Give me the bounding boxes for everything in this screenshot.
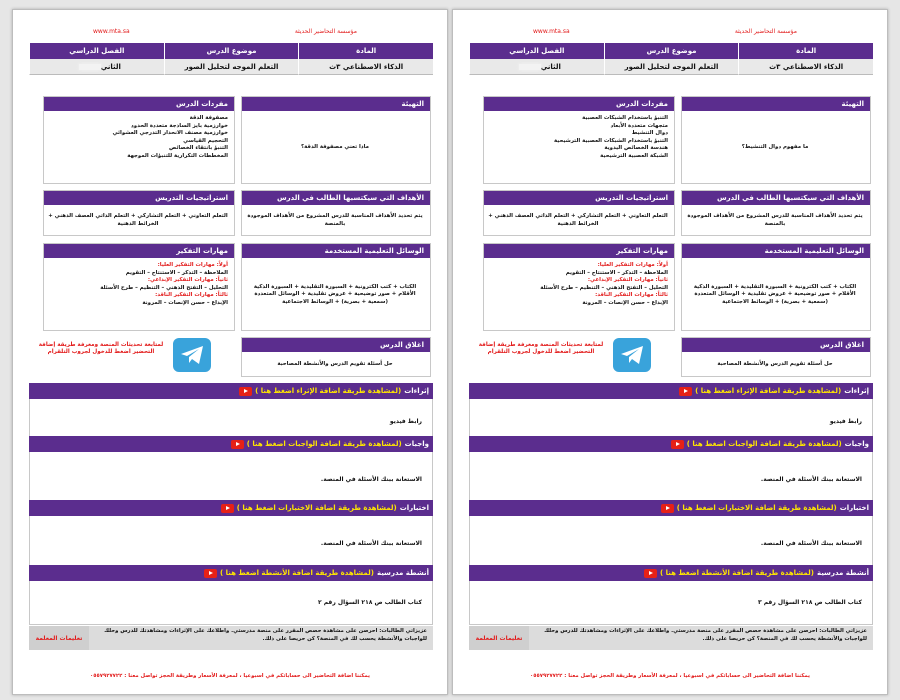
value-topic: التعلم الموجه لتحليل الصور: [164, 59, 299, 75]
skills-title: مهارات التفكير: [44, 244, 234, 258]
value-term: الثاني: [469, 59, 604, 75]
skills-text-1: الملاحظة – التذكر – الاستنتاج – التقويم: [565, 269, 668, 276]
youtube-icon[interactable]: [644, 569, 657, 578]
telegram-promo[interactable]: [31, 336, 231, 378]
teacher-notes: [469, 626, 873, 650]
skills-box: [483, 243, 675, 331]
intro-box: [681, 96, 871, 184]
goals-text: يتم تحديد الأهداف المناسبة للدرس المشروع من الأهداف الموجودة بالمنصة: [247, 213, 423, 227]
vocab-box: [43, 96, 235, 184]
telegram-icon[interactable]: [613, 338, 651, 372]
vocab-item: مصفوفة الدقة: [189, 115, 228, 121]
skills-heading-2: ثانياً: مهارات التفكير الإبداعي:: [147, 277, 228, 284]
vocab-item: التنبؤ باستخدام الشبكات العصبية الترشيحية: [553, 137, 668, 144]
activities-title: أنشطة مدرسية: [376, 569, 429, 577]
org-name: مؤسسة التحاضير الحديثة: [294, 28, 357, 35]
intro-text: ما مفهوم دوال التنشيط؟: [741, 144, 809, 151]
skills-text-1: الملاحظة – التذكر – الاستنتاج – التقويم: [125, 269, 228, 276]
strategies-title: استراتيجيات التدريس: [484, 191, 674, 205]
header-values: [29, 59, 433, 75]
tests-body: الاستعانة ببنك الأسئلة في المنصة.: [29, 516, 433, 572]
activities-section: [469, 565, 873, 625]
goals-box: [241, 190, 431, 236]
homework-body: الاستعانة ببنك الأسئلة في المنصة.: [29, 452, 433, 508]
homework-header[interactable]: [469, 436, 873, 452]
youtube-icon[interactable]: [231, 440, 244, 449]
goals-title: الأهداف التي سيكتسبها الطالب في الدرس: [242, 191, 430, 205]
skills-text-2: التحليل – التفتح الذهني – التنظيم – طرح الأسئلة: [100, 284, 228, 291]
vocab-list: [484, 111, 674, 163]
strategies-box: [43, 190, 235, 236]
homework-link[interactable]: (لمشاهدة طريقة اضافة الواجبات اضغط هنا ): [686, 440, 842, 448]
footer-text: يمكننا اضافة التحاضير الى حساباتكم في اسبوعيا ، لمعرفة الأسعار وطريقة الحجز تواصل معنا : ٠٥٥٧٩٢٧٧٢٢: [90, 673, 370, 679]
activities-section: [29, 565, 433, 625]
closing-box: [681, 337, 871, 377]
label-subject: المادة: [738, 43, 873, 59]
activities-title: أنشطة مدرسية: [816, 569, 869, 577]
activities-link[interactable]: (لمشاهدة طريقة اضافة الأنشطة اضغط هنا ): [219, 569, 374, 577]
strategies-title: استراتيجيات التدريس: [44, 191, 234, 205]
label-term: الفصل الدراسي: [469, 43, 604, 59]
strategies-text: التعلم التعاوني + التعلم التشاركي + التعلم الذاتي العصف الذهني + الخرائط الذهنية: [488, 213, 668, 227]
strategies-box: [483, 190, 675, 236]
enrich-body: رابط فيديو: [29, 399, 433, 445]
footer-text: يمكننا اضافة التحاضير الى حساباتكم في اسبوعيا ، لمعرفة الأسعار وطريقة الحجز تواصل معنا : ٠٥٥٧٩٢٧٧٢٢: [530, 673, 810, 679]
goals-title: الأهداف التي سيكتسبها الطالب في الدرس: [682, 191, 870, 205]
goals-text: يتم تحديد الأهداف المناسبة للدرس المشروع من الأهداف الموجودة بالمنصة: [687, 213, 863, 227]
enrich-header[interactable]: [29, 383, 433, 399]
vocab-item: دوال التنشيط: [631, 130, 668, 137]
value-subject: الذكاء الاصطناعي ٣ث: [738, 59, 873, 75]
site-url[interactable]: www.mta.sa: [533, 28, 570, 35]
vocab-item: المخططات التكرارية للتنبؤات الموجهة: [127, 152, 228, 159]
tests-title: اختبارات: [839, 504, 869, 512]
intro-title: التهيئة: [682, 97, 870, 111]
label-topic: موضوع الدرس: [164, 43, 299, 59]
skills-box: [43, 243, 235, 331]
notes-text: عزيزاتي الطالبات: احرصن على مشاهدة حصص المقرر على منصة مدرستي. واطلاعك على الإثراءات ومشاهدتك للدرس وحلك للواجبات والأنشطة يحسب لك في المنصة؟ كن حريصا على ذلك.: [89, 626, 433, 650]
skills-heading-3: ثالثاً: مهارات التفكير الناقد:: [155, 292, 228, 299]
vocab-item: التنبؤ باستخدام الشبكات العصبية: [582, 115, 668, 121]
activities-header[interactable]: [469, 565, 873, 581]
header-labels: [469, 43, 873, 59]
closing-text: حل أسئلة تقويم الدرس والأنشطة المصاحبة: [277, 361, 393, 368]
telegram-text: لمتابعة تحديثات المنصة ومعرفة طريقة إضافة التحضير اضغط للدخول لجروب التلقرام: [478, 342, 604, 356]
skills-heading-2: ثانياً: مهارات التفكير الإبداعي:: [587, 277, 668, 284]
vocab-item: خوارزمية بايز الساذجة متعددة الحدود: [131, 122, 228, 129]
enrich-link[interactable]: (لمشاهدة طريقة اضافة الإثراء اضغط هنا ): [255, 387, 402, 395]
goals-box: [681, 190, 871, 236]
youtube-icon[interactable]: [239, 387, 252, 396]
lesson-page-left: [12, 9, 448, 695]
skills-heading-1: أولاً: مهارات التفكير العليا:: [597, 262, 668, 268]
tests-body: الاستعانة ببنك الأسئلة في المنصة.: [469, 516, 873, 572]
header-values: [469, 59, 873, 75]
lesson-page-right: [452, 9, 888, 695]
tests-header[interactable]: [469, 500, 873, 516]
site-url[interactable]: www.mta.sa: [93, 28, 130, 35]
homework-header[interactable]: [29, 436, 433, 452]
value-topic: التعلم الموجه لتحليل الصور: [604, 59, 739, 75]
strategies-text: التعلم التعاوني + التعلم التشاركي + التعلم الذاتي العصف الذهني + الخرائط الذهنية: [48, 213, 228, 227]
closing-title: اغلاق الدرس: [242, 338, 430, 352]
teacher-notes: [29, 626, 433, 650]
skills-title: مهارات التفكير: [484, 244, 674, 258]
notes-label: تعليمات المعلمة: [469, 626, 529, 650]
activities-header[interactable]: [29, 565, 433, 581]
closing-box: [241, 337, 431, 377]
label-topic: موضوع الدرس: [604, 43, 739, 59]
vocab-box: [483, 96, 675, 184]
youtube-icon[interactable]: [661, 504, 674, 513]
youtube-icon[interactable]: [204, 569, 217, 578]
intro-box: [241, 96, 431, 184]
homework-body: الاستعانة ببنك الأسئلة في المنصة.: [469, 452, 873, 508]
enrich-title: إثراءات: [404, 387, 429, 395]
enrich-link[interactable]: (لمشاهدة طريقة اضافة الإثراء اضغط هنا ): [695, 387, 842, 395]
value-subject: الذكاء الاصطناعي ٣ث: [298, 59, 433, 75]
vocab-item: الشبكة العصبية الترشيحية: [600, 152, 668, 159]
telegram-text: لمتابعة تحديثات المنصة ومعرفة طريقة إضافة التحضير اضغط للدخول لجروب التلقرام: [38, 342, 164, 356]
tests-header[interactable]: [29, 500, 433, 516]
activities-link[interactable]: (لمشاهدة طريقة اضافة الأنشطة اضغط هنا ): [659, 569, 814, 577]
value-term: الثاني: [29, 59, 164, 75]
skills-list: [484, 258, 674, 310]
homework-section: [469, 436, 873, 508]
vocab-item: التنبؤ بانتقاء الخصائص: [168, 145, 228, 152]
tests-section: [29, 500, 433, 572]
vocab-item: التحجيم القياسي: [183, 137, 228, 144]
notes-label: تعليمات المعلمة: [29, 626, 89, 650]
tools-text: الكتاب + كتب الكترونية + السبورة التقليدية + السبورة الذكية الأقلام + صور توضيحية + عروض تقليدية + الوسائل المتعددة (سمعية + بصرية) + الوسائط الاجتماعية: [693, 283, 857, 305]
tests-link[interactable]: (لمشاهدة طريقة اضافة الاختبارات اضغط هنا ): [236, 504, 397, 512]
vocab-list: [44, 111, 234, 163]
skills-text-3: الإبداع – حسن الإنصات – المرونة: [582, 299, 668, 306]
youtube-icon[interactable]: [671, 440, 684, 449]
header-labels: [29, 43, 433, 59]
enrich-header[interactable]: [469, 383, 873, 399]
tests-link[interactable]: (لمشاهدة طريقة اضافة الاختبارات اضغط هنا ): [676, 504, 837, 512]
homework-section: [29, 436, 433, 508]
notes-text: عزيزاتي الطالبات: احرصن على مشاهدة حصص المقرر على منصة مدرستي. واطلاعك على الإثراءات ومشاهدتك للدرس وحلك للواجبات والأنشطة يحسب لك في المنصة؟ كن حريصا على ذلك.: [529, 626, 873, 650]
youtube-icon[interactable]: [221, 504, 234, 513]
homework-title: واجبات: [844, 440, 869, 448]
tests-title: اختبارات: [399, 504, 429, 512]
label-term: الفصل الدراسي: [29, 43, 164, 59]
vocab-title: مفردات الدرس: [484, 97, 674, 111]
activities-body: كتاب الطالب ص ٢١٨ السؤال رقم ٢: [29, 581, 433, 625]
tools-box: [681, 243, 871, 331]
youtube-icon[interactable]: [679, 387, 692, 396]
skills-text-3: الإبداع – حسن الإنصات – المرونة: [142, 299, 228, 306]
tools-title: الوسائل التعليمية المستخدمة: [242, 244, 430, 258]
activities-body: كتاب الطالب ص ٢١٨ السؤال رقم ٣: [469, 581, 873, 625]
telegram-icon[interactable]: [173, 338, 211, 372]
telegram-promo[interactable]: [471, 336, 671, 378]
enrich-body: رابط فيديو: [469, 399, 873, 445]
vocab-item: هندسة الخصائص اليدوية: [604, 145, 668, 152]
skills-heading-1: أولاً: مهارات التفكير العليا:: [157, 262, 228, 268]
skills-list: [44, 258, 234, 310]
enrich-title: إثراءات: [844, 387, 869, 395]
org-name: مؤسسة التحاضير الحديثة: [734, 28, 797, 35]
vocab-title: مفردات الدرس: [44, 97, 234, 111]
label-subject: المادة: [298, 43, 433, 59]
closing-text: حل أسئلة تقويم الدرس والأنشطة المصاحبة: [717, 361, 833, 368]
tools-text: الكتاب + كتب الكترونية + السبورة التقليدية + السبورة الذكية الأقلام + صور توضيحية + عروض تقليدية + الوسائل المتعددة (سمعية + بصرية) + الوسائط الاجتماعية: [253, 283, 417, 305]
homework-title: واجبات: [404, 440, 429, 448]
tests-section: [469, 500, 873, 572]
tools-box: [241, 243, 431, 331]
homework-link[interactable]: (لمشاهدة طريقة اضافة الواجبات اضغط هنا ): [246, 440, 402, 448]
tools-title: الوسائل التعليمية المستخدمة: [682, 244, 870, 258]
intro-text: ماذا تعني مصفوفة الدقة؟: [301, 144, 369, 151]
skills-heading-3: ثالثاً: مهارات التفكير الناقد:: [595, 292, 668, 299]
intro-title: التهيئة: [242, 97, 430, 111]
closing-title: اغلاق الدرس: [682, 338, 870, 352]
skills-text-2: التحليل – التفتح الذهني – التنظيم – طرح الأسئلة: [540, 284, 668, 291]
vocab-item: متجهات متعددة الأبعاد: [610, 122, 668, 129]
vocab-item: خوارزمية مصنف الانحدار التدرجي العشوائي: [112, 130, 228, 137]
